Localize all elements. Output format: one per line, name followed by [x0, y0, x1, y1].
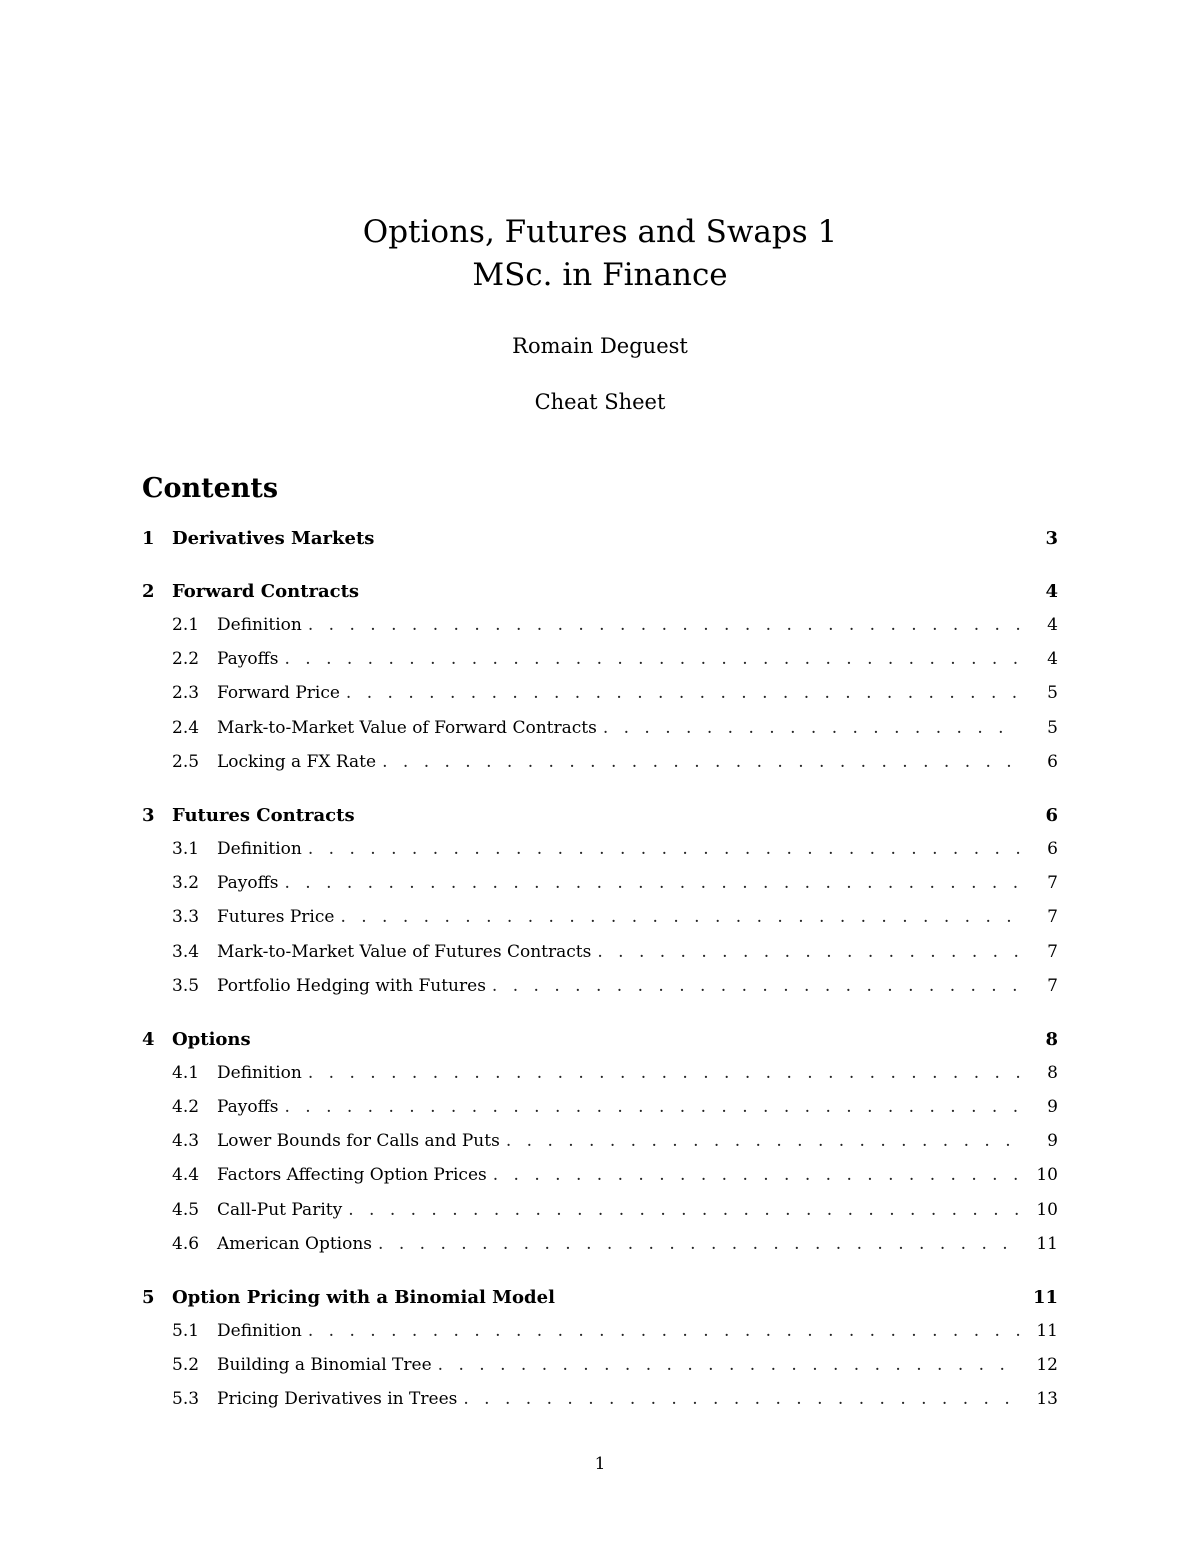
toc-section — [142, 1029, 1058, 1268]
toc-subsection-number: 5.1 — [172, 1321, 200, 1341]
toc-subsection-number: 2.4 — [172, 717, 200, 738]
toc-subsection-entry[interactable] — [142, 1321, 1058, 1355]
toc-dot-leader — [438, 1355, 1020, 1375]
toc-dot-leader — [603, 718, 1020, 738]
toc-section-page: 4 — [1045, 581, 1058, 602]
toc-dot-leader — [597, 942, 1020, 962]
toc-section — [142, 528, 1058, 562]
toc-section-title: Futures Contracts — [172, 804, 355, 826]
toc-subsection-page: 5 — [1047, 717, 1058, 738]
toc-subsection-page: 7 — [1047, 873, 1058, 894]
toc-subsection-page: 4 — [1047, 649, 1058, 670]
toc-dot-leader — [308, 839, 1020, 859]
toc-subsection-number: 4.3 — [172, 1131, 200, 1152]
table-of-contents — [142, 528, 1058, 1424]
toc-section-page: 8 — [1045, 1028, 1058, 1050]
toc-subsection-entry[interactable] — [142, 615, 1058, 649]
toc-subsection-title: Payoffs — [217, 1097, 279, 1118]
toc-subsection-number: 5.2 — [172, 1355, 200, 1376]
document-subtitle-program: MSc. in Finance — [472, 257, 728, 293]
toc-subsection-number: 3.3 — [172, 907, 200, 928]
toc-subsection-page: 11 — [1036, 1321, 1058, 1341]
toc-subsection-page: 10 — [1036, 1199, 1058, 1220]
document-type-label: Cheat Sheet — [534, 390, 666, 414]
toc-subsection-entry[interactable] — [142, 752, 1058, 786]
toc-dot-leader — [340, 907, 1020, 927]
toc-subsection-page: 8 — [1047, 1062, 1058, 1083]
toc-section-page: 3 — [1045, 528, 1058, 549]
toc-subsection-number: 2.3 — [172, 683, 200, 704]
page-number: 1 — [594, 1454, 606, 1474]
toc-subsection-page: 12 — [1036, 1355, 1058, 1376]
toc-subsection-title: Definition — [217, 1321, 302, 1341]
toc-section — [142, 1287, 1058, 1424]
toc-dot-leader — [284, 649, 1020, 669]
toc-section — [142, 805, 1058, 1010]
toc-section — [142, 581, 1058, 786]
toc-section-number: 4 — [142, 1028, 155, 1050]
author-name: Romain Deguest — [512, 334, 688, 358]
toc-subsection-title: American Options — [217, 1233, 373, 1254]
toc-subsection-number: 3.5 — [172, 975, 200, 996]
toc-section-entry[interactable] — [142, 805, 1058, 839]
toc-section-title: Options — [172, 1028, 251, 1050]
toc-subsection-title: Portfolio Hedging with Futures — [217, 975, 486, 996]
toc-subsection-entry[interactable] — [142, 1234, 1058, 1268]
toc-dot-leader — [308, 1321, 1020, 1341]
toc-subsection-title: Mark-to-Market Value of Forward Contracts — [217, 717, 597, 738]
toc-subsection-entry[interactable] — [142, 942, 1058, 976]
toc-section-entry[interactable] — [142, 528, 1058, 562]
toc-subsection-number: 4.5 — [172, 1199, 200, 1220]
toc-dot-leader — [308, 1063, 1020, 1083]
toc-subsection-title: Payoffs — [217, 649, 279, 670]
toc-subsection-title: Payoffs — [217, 873, 279, 894]
toc-subsection-page: 7 — [1047, 975, 1058, 996]
toc-subsection-number: 2.1 — [172, 615, 200, 635]
toc-subsection-title: Lower Bounds for Calls and Puts — [217, 1131, 500, 1152]
toc-section-entry[interactable] — [142, 581, 1058, 615]
toc-subsection-entry[interactable] — [142, 873, 1058, 907]
toc-subsection-entry[interactable] — [142, 1131, 1058, 1165]
toc-section-page: 6 — [1045, 804, 1058, 826]
toc-section-page: 11 — [1032, 1287, 1058, 1308]
toc-subsection-title: Definition — [217, 1062, 302, 1083]
document-title: Options, Futures and Swaps 1 — [362, 214, 838, 250]
toc-dot-leader — [308, 615, 1020, 635]
toc-subsection-entry[interactable] — [142, 1389, 1058, 1423]
toc-section-number: 5 — [142, 1287, 155, 1308]
toc-section-entry[interactable] — [142, 1029, 1058, 1063]
toc-subsection-title: Definition — [217, 838, 302, 859]
toc-subsection-title: Pricing Derivatives in Trees — [217, 1389, 458, 1410]
toc-subsection-number: 2.2 — [172, 649, 200, 670]
toc-subsection-title: Building a Binomial Tree — [217, 1355, 432, 1376]
toc-dot-leader — [493, 1165, 1020, 1185]
toc-subsection-page: 9 — [1047, 1097, 1058, 1118]
toc-dot-leader — [492, 976, 1020, 996]
toc-subsection-title: Definition — [217, 615, 302, 635]
toc-subsection-number: 4.4 — [172, 1165, 200, 1186]
toc-subsection-title: Futures Price — [217, 907, 335, 928]
toc-subsection-page: 6 — [1047, 838, 1058, 859]
toc-subsection-entry[interactable] — [142, 1063, 1058, 1097]
toc-subsection-title: Mark-to-Market Value of Futures Contracts — [217, 941, 592, 962]
toc-subsection-number: 3.4 — [172, 941, 200, 962]
toc-subsection-title: Locking a FX Rate — [217, 751, 377, 772]
toc-subsection-number: 4.1 — [172, 1062, 200, 1083]
toc-dot-leader — [284, 1097, 1020, 1117]
toc-dot-leader — [348, 1200, 1020, 1220]
toc-subsection-entry[interactable] — [142, 1200, 1058, 1234]
toc-subsection-title: Forward Price — [217, 683, 340, 704]
toc-subsection-page: 13 — [1036, 1389, 1058, 1410]
toc-subsection-entry[interactable] — [142, 718, 1058, 752]
toc-dot-leader — [506, 1131, 1020, 1151]
toc-dot-leader — [382, 752, 1020, 772]
toc-dot-leader — [463, 1389, 1020, 1409]
toc-subsection-number: 3.1 — [172, 838, 200, 859]
toc-subsection-entry[interactable] — [142, 907, 1058, 941]
toc-subsection-page: 5 — [1047, 683, 1058, 704]
toc-section-entry[interactable] — [142, 1287, 1058, 1321]
toc-subsection-page: 6 — [1047, 751, 1058, 772]
toc-subsection-page: 7 — [1047, 907, 1058, 928]
toc-section-title: Forward Contracts — [172, 581, 360, 602]
toc-subsection-entry[interactable] — [142, 839, 1058, 873]
toc-subsection-number: 2.5 — [172, 751, 200, 772]
toc-subsection-title: Call-Put Parity — [217, 1199, 343, 1220]
toc-subsection-entry[interactable] — [142, 976, 1058, 1010]
toc-subsection-entry[interactable] — [142, 1355, 1058, 1389]
toc-subsection-entry[interactable] — [142, 649, 1058, 683]
toc-subsection-page: 11 — [1036, 1233, 1058, 1254]
toc-subsection-entry[interactable] — [142, 683, 1058, 717]
toc-section-number: 2 — [142, 581, 155, 602]
toc-subsection-entry[interactable] — [142, 1097, 1058, 1131]
toc-subsection-entry[interactable] — [142, 1165, 1058, 1199]
toc-dot-leader — [346, 683, 1020, 703]
toc-section-number: 1 — [142, 528, 155, 549]
toc-dot-leader — [284, 873, 1020, 893]
toc-section-title: Option Pricing with a Binomial Model — [172, 1287, 555, 1308]
toc-subsection-page: 9 — [1047, 1131, 1058, 1152]
toc-subsection-number: 4.2 — [172, 1097, 200, 1118]
toc-subsection-page: 10 — [1036, 1165, 1058, 1186]
toc-subsection-number: 4.6 — [172, 1233, 200, 1254]
toc-subsection-number: 5.3 — [172, 1389, 200, 1410]
toc-dot-leader — [378, 1234, 1020, 1254]
toc-section-number: 3 — [142, 804, 155, 826]
toc-subsection-number: 3.2 — [172, 873, 200, 894]
contents-heading: Contents — [142, 473, 279, 504]
toc-subsection-page: 4 — [1047, 615, 1058, 635]
toc-subsection-title: Factors Affecting Option Prices — [217, 1165, 487, 1186]
toc-subsection-page: 7 — [1047, 941, 1058, 962]
toc-section-title: Derivatives Markets — [172, 528, 375, 549]
